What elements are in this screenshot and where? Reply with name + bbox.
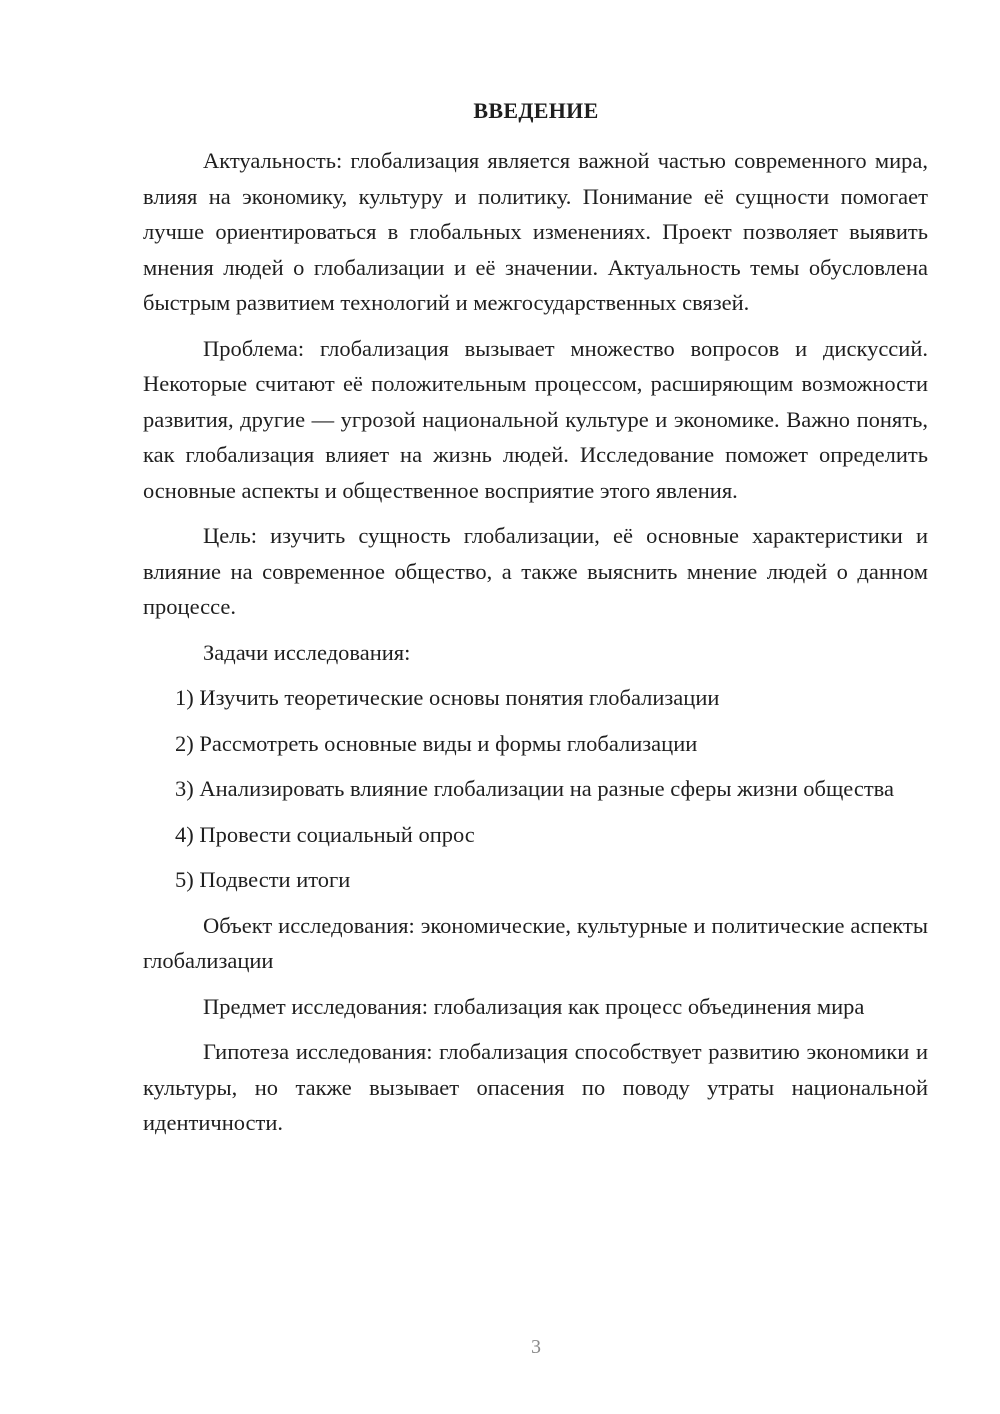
object-paragraph: Объект исследования: экономические, культурные и политические аспекты глобализации	[143, 912, 928, 973]
section-title: ВВЕДЕНИЕ	[473, 98, 599, 123]
task-item: 2) Рассмотреть основные виды и формы глобализации	[175, 730, 698, 756]
goal-paragraph: Цель: изучить сущность глобализации, её основные характеристики и влияние на современное общество, а также выяснить мнение людей о данном процессе.	[143, 523, 928, 619]
problem-paragraph: Проблема: глобализация вызывает множество вопросов и дискуссий. Некоторые считают её положительным процессом, расширяющим возможности развития, другие — угрозой национальной культуре и экономике. Важно понять, как глобализация влияет на жизнь людей. Исследование поможет определить основные аспекты и общественное восприятие этого явления.	[143, 335, 928, 503]
task-item: 3) Анализировать влияние глобализации на разные сферы жизни общества	[175, 776, 894, 801]
task-item: 4) Провести социальный опрос	[175, 821, 475, 847]
subject-paragraph: Предмет исследования: глобализация как процесс объединения мира	[203, 993, 865, 1019]
tasks-heading: Задачи исследования:	[203, 639, 411, 665]
document-body	[143, 143, 928, 1151]
task-item: 5) Подвести итоги	[175, 867, 351, 892]
page-number: 3	[531, 1336, 541, 1358]
relevance-paragraph: Актуальность: глобализация является важной частью современного мира, влияя на экономику, культуру и политику. Понимание её сущности помогает лучше ориентироваться в глобальных изменениях. Проект позволяет выявить мнения людей о глобализации и её значении. Актуальность темы обусловлена быстрым развитием технологий и межгосударственных связей.	[143, 148, 928, 315]
task-item: 1) Изучить теоретические основы понятия глобализации	[175, 685, 720, 710]
hypothesis-paragraph: Гипотеза исследования: глобализация способствует развитию экономики и культуры, но также вызывает опасения по поводу утраты национальной идентичности.	[143, 1039, 928, 1135]
